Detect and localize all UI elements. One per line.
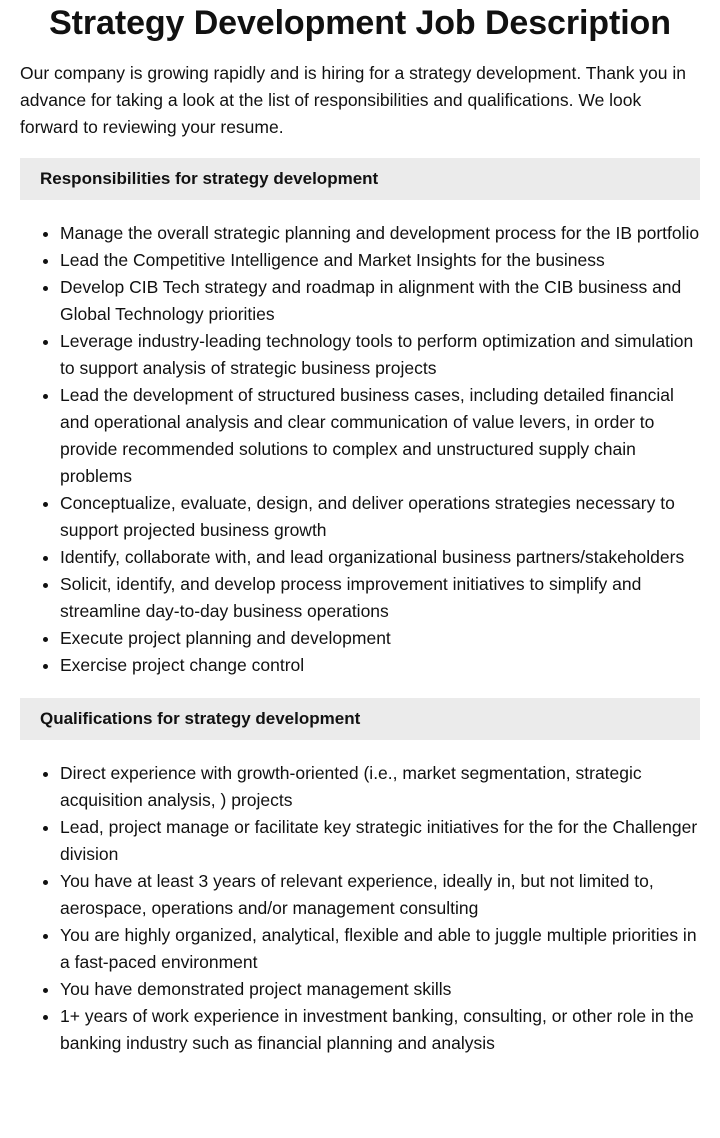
intro-paragraph: Our company is growing rapidly and is hiring for a strategy development. Thank you in advance for taking a look at the list of responsibilities and qualifications. We look forward to reviewing your resume. — [20, 63, 686, 137]
responsibility-item: • Develop CIB Tech strategy and roadmap in alignment with the CIB business and Global Technology priorities — [60, 274, 700, 328]
page-title: Strategy Development Job Description — [49, 4, 671, 42]
qualification-item: • You have demonstrated project management skills — [60, 976, 700, 1003]
responsibility-item: • Solicit, identify, and develop process improvement initiatives to simplify and streamline day-to-day business operations — [60, 571, 700, 625]
responsibility-item: • Exercise project change control — [60, 652, 700, 679]
responsibilities-header: Responsibilities for strategy development — [20, 158, 700, 200]
responsibility-item: • Manage the overall strategic planning and development process for the IB portfolio — [60, 220, 700, 247]
responsibility-item: • Leverage industry-leading technology tools to perform optimization and simulation to support analysis of strategic business projects — [60, 328, 700, 382]
responsibility-item: • Identify, collaborate with, and lead organizational business partners/stakeholders — [60, 544, 700, 571]
qualification-item: • Direct experience with growth-oriented (i.e., market segmentation, strategic acquisition analysis, ) projects — [60, 760, 700, 814]
qualification-item: • 1+ years of work experience in investment banking, consulting, or other role in the banking industry such as financial planning and analysis — [60, 1003, 700, 1057]
qualifications-list — [20, 760, 700, 1057]
qualification-item: • You have at least 3 years of relevant experience, ideally in, but not limited to, aerospace, operations and/or management consulting — [60, 868, 700, 922]
responsibility-item: • Execute project planning and development — [60, 625, 700, 652]
responsibility-item: • Lead the development of structured business cases, including detailed financial and operational analysis and clear communication of value levers, in order to provide recommended solutions to complex and unstructured supply chain problems — [60, 382, 700, 490]
responsibility-item: • Lead the Competitive Intelligence and Market Insights for the business — [60, 247, 700, 274]
responsibilities-list — [20, 220, 700, 679]
qualification-item: • You are highly organized, analytical, flexible and able to juggle multiple priorities in a fast-paced environment — [60, 922, 700, 976]
qualifications-header: Qualifications for strategy development — [20, 698, 700, 740]
qualification-item: • Lead, project manage or facilitate key strategic initiatives for the for the Challenger division — [60, 814, 700, 868]
responsibility-item: • Conceptualize, evaluate, design, and deliver operations strategies necessary to support projected business growth — [60, 490, 700, 544]
